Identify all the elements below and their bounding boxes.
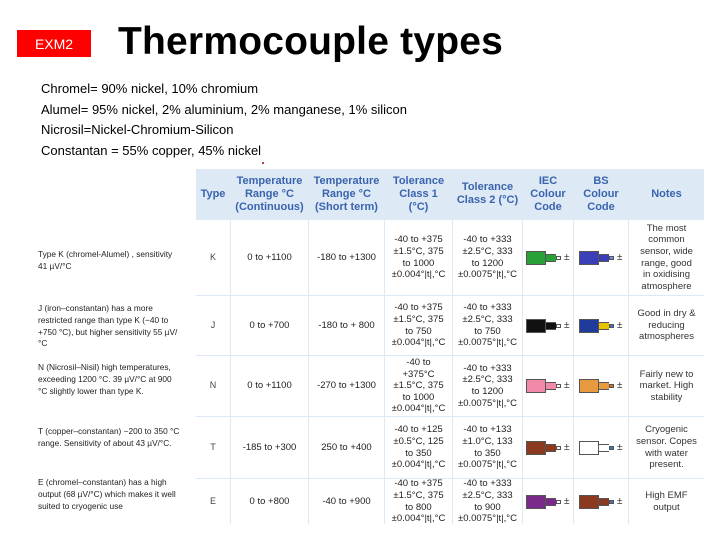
tolerance-class2-line: ±0.0075°|t|,°C (458, 397, 517, 409)
bs-colour-swatch-polarity: ± (617, 495, 623, 507)
notes-cell (629, 356, 704, 416)
header-type: Type (200, 187, 226, 200)
tolerance-class2-line: -40 to +333 (463, 302, 512, 314)
tolerance-class1-line: -40 to +375 (394, 234, 443, 246)
header-bs-colour-line: Code (587, 200, 615, 213)
tolerance-class1-line: -40 to +375 (394, 478, 443, 490)
tolerance-class2-line: ±2.5°C, 333 (462, 374, 513, 386)
tolerance-class2-line: -40 to +333 (463, 478, 512, 490)
tolerance-class1-line: ±1.5°C, 375 (393, 489, 444, 501)
type-description: Type K (chromel-Alumel) , sensitivity 41 µV/°C (38, 249, 173, 271)
header-temp-short-line: Temperature (313, 174, 380, 187)
bs-colour-swatch-polarity: ± (617, 251, 623, 263)
iec-colour-swatch-tip (556, 500, 561, 504)
type-description: E (chromel–constantan) has a high output (68 µV/°C) which makes it well suited to cryogenic use (38, 477, 176, 511)
bs-colour-swatch-body (579, 441, 599, 455)
header-iec-colour (523, 169, 573, 219)
header-iec-colour-line: Code (534, 200, 562, 213)
iec-colour-swatch-lead (546, 444, 556, 452)
header-bs-colour-line: BS (593, 174, 609, 187)
tolerance-class1-cell (385, 220, 452, 295)
tolerance-class1-line: ±1.5°C, 375 (393, 380, 444, 392)
notes-line: Cryogenic (645, 424, 688, 436)
header-tolerance-class1-line: Class 1 (399, 187, 438, 200)
definition-alumel: Alumel= 95% nickel, 2% aluminium, 2% manganese, 1% silicon (41, 101, 407, 117)
tolerance-class2-line: to 900 (474, 501, 501, 513)
notes-cell (629, 220, 704, 295)
tolerance-class1-line: -40 to +375 (394, 302, 443, 314)
iec-colour-swatch-polarity: ± (564, 380, 570, 391)
definition-chromel: Chromel= 90% nickel, 10% chromium (41, 81, 259, 96)
tolerance-class1-cell (385, 296, 452, 355)
header-temp-short (309, 169, 384, 219)
iec-colour-swatch (526, 379, 572, 393)
page-title: Thermocouple types (118, 20, 504, 63)
bs-colour-swatch-lead (599, 382, 609, 390)
header-tolerance-class1-line: (°C) (408, 200, 429, 213)
iec-colour-swatch-body (526, 251, 546, 265)
tolerance-class2-line: to 350 (474, 447, 501, 459)
tolerance-class2-line: -40 to +333 (463, 362, 512, 374)
bs-colour-swatch-polarity: ± (617, 441, 623, 453)
definition-constantan: Constantan = 55% copper, 45% nickel (41, 143, 262, 159)
bs-colour-swatch-polarity: ± (617, 380, 623, 391)
header-temp-continuous-line: Range °C (244, 187, 295, 200)
header-temp-short-line: (Short term) (315, 200, 378, 213)
notes-line: sensor. Copes (636, 435, 697, 447)
iec-colour-swatch-polarity: ± (564, 495, 570, 507)
tolerance-class1-line: -40 to +125 (394, 424, 443, 436)
iec-colour-swatch-lead (546, 382, 556, 390)
iec-colour-swatch-polarity: ± (564, 441, 570, 453)
tolerance-class1-line: ±0.004°|t|,°C (391, 337, 446, 349)
notes-line: Fairly new to (639, 368, 694, 380)
tolerance-class2-line: to 750 (474, 325, 501, 337)
tolerance-class2-cell (453, 417, 522, 478)
header-notes: Notes (651, 187, 682, 200)
iec-colour-swatch-polarity: ± (564, 319, 570, 331)
header-temp-short-line: Range °C (321, 187, 372, 200)
type-description: J (iron–constantan) has a more restricted range than type K (−40 to +750 °C), but higher sensitivity 55 µV/°C (38, 303, 178, 349)
bs-colour-swatch-tip (609, 500, 614, 504)
tolerance-class2-line: ±0.0075°|t|,°C (458, 337, 517, 349)
bs-colour-swatch-lead (599, 254, 609, 262)
tolerance-class2-line: to 1200 (471, 386, 504, 397)
tolerance-class1-line: ±0.004°|t|,°C (391, 403, 446, 415)
iec-colour-swatch (526, 495, 572, 509)
type-description: N (Nicrosil–Nisil) high temperatures, exceeding 1200 °C. 39 µV/°C at 900 °C slightly lower than type K. (38, 362, 172, 396)
type-cell: J (210, 319, 216, 330)
header-tolerance-class1-line: Tolerance (392, 174, 445, 187)
header-bs-colour (574, 169, 628, 219)
header-tolerance-class1 (385, 169, 452, 219)
bs-colour-swatch-lead (599, 444, 609, 452)
tolerance-class1-line: ±1.5°C, 375 (393, 313, 444, 325)
iec-colour-swatch-tip (556, 324, 561, 328)
iec-colour-swatch-lead (546, 254, 556, 262)
short-term-range-cell: 250 to +400 (321, 441, 372, 453)
tolerance-class1-line: to 750 (405, 325, 432, 337)
tolerance-class2-line: ±0.0075°|t|,°C (458, 513, 517, 525)
notes-line: in oxidising (643, 269, 690, 281)
iec-colour-swatch-body (526, 441, 546, 455)
notes-line: The most (646, 222, 687, 234)
tolerance-class2-line: -40 to +133 (463, 424, 512, 436)
bs-colour-swatch-tip (609, 446, 614, 450)
notes-cell (629, 479, 704, 524)
iec-colour-swatch-body (526, 319, 546, 333)
type-cell: T (210, 441, 216, 452)
tolerance-class1-line: ±1.5°C, 375 (393, 245, 444, 257)
notes-line: reducing (648, 319, 685, 331)
iec-colour-swatch (526, 441, 572, 455)
type-cell: N (209, 380, 217, 391)
tolerance-class2-line: ±0.0075°|t|,°C (458, 269, 517, 281)
continuous-range-cell: -185 to +300 (242, 441, 297, 453)
continuous-range-cell: 0 to +700 (249, 319, 290, 331)
bs-colour-swatch-tip (609, 256, 614, 260)
tolerance-class2-line: ±2.5°C, 333 (462, 489, 513, 501)
tolerance-class2-line: -40 to +333 (463, 234, 512, 246)
short-term-range-cell: -180 to + 800 (318, 319, 375, 331)
bs-colour-swatch (579, 495, 625, 509)
notes-line: common (648, 234, 685, 246)
bs-colour-swatch-lead (599, 498, 609, 506)
iec-colour-swatch-tip (556, 446, 561, 450)
header-temp-continuous (231, 169, 308, 219)
bs-colour-swatch-body (579, 251, 599, 265)
tolerance-class2-line: ±2.5°C, 333 (462, 245, 513, 257)
notes-line: Good in dry & (637, 308, 696, 320)
continuous-range-cell: 0 to +800 (249, 495, 290, 507)
tolerance-class1-line: ±0.004°|t|,°C (391, 269, 446, 281)
notes-line: stability (650, 391, 683, 403)
tolerance-class2-line: ±0.0075°|t|,°C (458, 459, 517, 471)
notes-line: atmospheres (639, 331, 694, 343)
tolerance-class1-line: to 1000 (402, 391, 435, 403)
bs-colour-swatch-lead (599, 322, 609, 330)
tolerance-class2-line: to 1200 (471, 257, 504, 269)
bs-colour-swatch-tip (609, 324, 614, 328)
tolerance-class2-cell (453, 296, 522, 355)
header-tolerance-class2-line: Tolerance (461, 181, 514, 193)
tolerance-class1-line: -40 to (406, 357, 431, 369)
type-cell: K (209, 251, 216, 262)
tolerance-class1-line: ±0.004°|t|,°C (391, 459, 446, 471)
notes-line: output (653, 501, 680, 513)
short-term-range-cell: -270 to +1300 (317, 380, 376, 392)
bs-colour-swatch (579, 379, 625, 393)
type-description: T (copper–constantan) −200 to 350 °C range. Sensitivity of about 43 µV/°C. (38, 426, 180, 448)
notes-cell (629, 296, 704, 355)
notes-line: with water (645, 447, 688, 459)
short-term-range-cell: -180 to +1300 (317, 251, 376, 263)
iec-colour-swatch-tip (556, 256, 561, 260)
iec-colour-swatch-lead (546, 322, 556, 330)
tolerance-class2-line: ±2.5°C, 333 (462, 313, 513, 325)
tolerance-class1-cell (385, 356, 452, 416)
tolerance-class1-line: +375°C (402, 368, 435, 380)
thermocouple-table (196, 169, 704, 524)
iec-colour-swatch-tip (556, 384, 561, 388)
type-cell: E (209, 495, 216, 506)
notes-line: market. High (639, 380, 694, 392)
header-tolerance-class2 (453, 169, 522, 219)
definitions-list (41, 79, 407, 162)
iec-colour-swatch (526, 319, 572, 333)
bs-colour-swatch-body (579, 379, 599, 393)
notes-cell (629, 417, 704, 478)
bs-colour-swatch (579, 441, 625, 455)
continuous-range-cell: 0 to +1100 (247, 251, 292, 263)
iec-colour-swatch-polarity: ± (564, 251, 570, 263)
bs-colour-swatch (579, 251, 625, 265)
notes-line: sensor, wide (640, 245, 693, 257)
slide-badge: EXM2 (17, 30, 91, 57)
iec-colour-swatch-lead (546, 498, 556, 506)
tolerance-class2-cell (453, 479, 522, 524)
bs-colour-swatch (579, 319, 625, 333)
tolerance-class1-cell (385, 417, 452, 478)
notes-line: present. (649, 459, 684, 471)
continuous-range-cell: 0 to +1100 (247, 380, 292, 392)
header-temp-continuous-line: Temperature (236, 174, 303, 187)
tolerance-class2-cell (453, 356, 522, 416)
decorative-dot (262, 162, 264, 164)
header-tolerance-class2-line: Class 2 (°C) (456, 194, 519, 206)
header-bs-colour-line: Colour (583, 187, 619, 200)
tolerance-class1-line: ±0.004°|t|,°C (391, 513, 446, 525)
iec-colour-swatch-body (526, 495, 546, 509)
header-temp-continuous-line: (Continuous) (235, 200, 304, 213)
tolerance-class2-line: ±1.0°C, 133 (462, 435, 513, 447)
bs-colour-swatch-body (579, 495, 599, 509)
tolerance-class1-line: to 350 (405, 447, 432, 459)
bs-colour-swatch-polarity: ± (617, 319, 623, 331)
tolerance-class1-line: to 800 (405, 501, 432, 513)
bs-colour-swatch-tip (609, 384, 614, 388)
iec-colour-swatch-body (526, 379, 546, 393)
bs-colour-swatch-body (579, 319, 599, 333)
notes-line: High EMF (645, 489, 688, 501)
notes-line: atmosphere (641, 280, 692, 292)
tolerance-class2-cell (453, 220, 522, 295)
iec-colour-swatch (526, 251, 572, 265)
header-iec-colour-line: IEC (538, 174, 558, 187)
tolerance-class1-cell (385, 479, 452, 524)
tolerance-class1-line: to 1000 (402, 257, 435, 269)
header-iec-colour-line: Colour (530, 187, 566, 200)
tolerance-class1-line: ±0.5°C, 125 (393, 435, 444, 447)
notes-line: range, good (641, 257, 692, 269)
definition-nicrosil: Nicrosil=Nickel-Chromium-Silicon (41, 122, 234, 138)
short-term-range-cell: -40 to +900 (322, 495, 371, 507)
